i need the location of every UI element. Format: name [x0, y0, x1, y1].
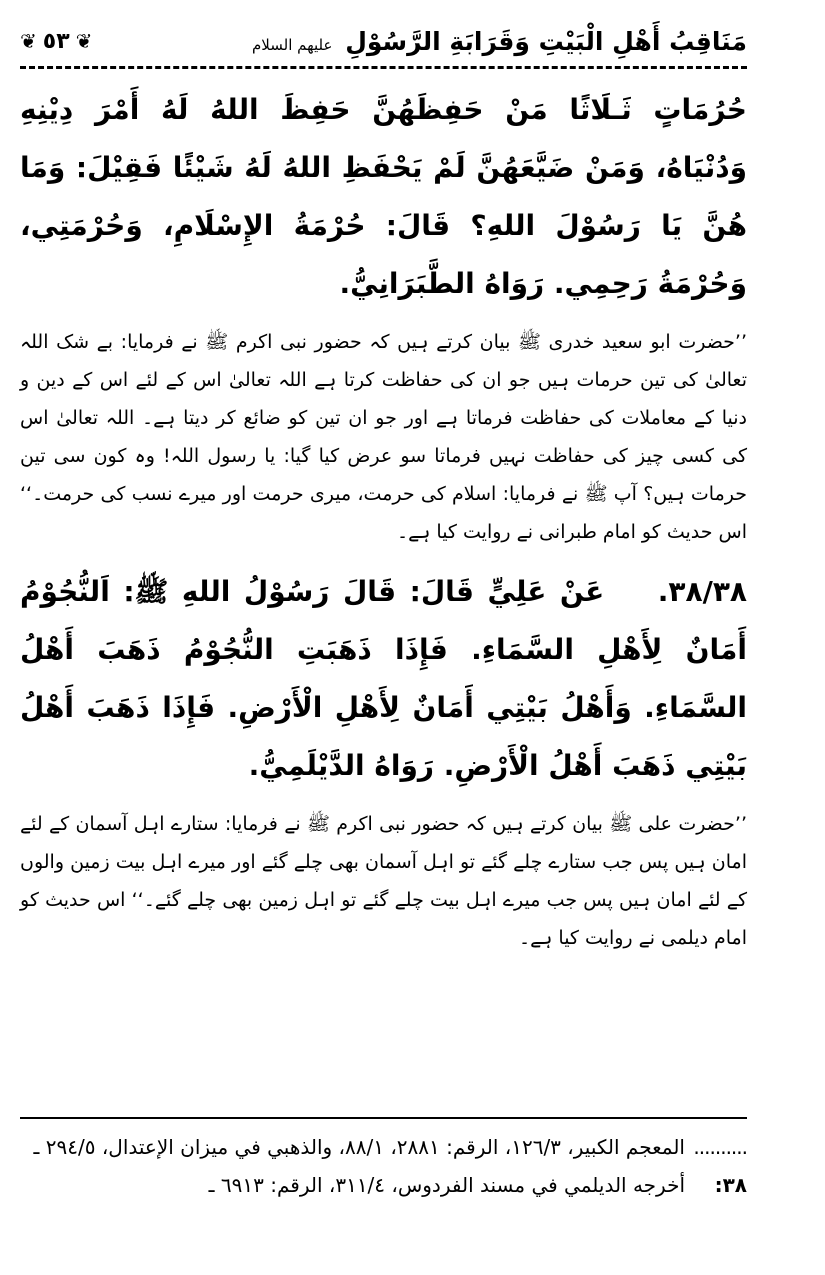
footnote-text: المعجم الكبير، ١٢٦/٣، الرقم: ٢٨٨١، ٨٨/١، والذهبي في ميزان الإعتدال، ٢٩٤/٥ ـ [33, 1135, 685, 1159]
book-title [252, 27, 747, 56]
footnote-text: أخرجه الديلمي في مسند الفردوس، ٣١١/٤، الرقم: ٦٩١٣ ـ [208, 1173, 685, 1197]
hadith-38-number: ٣٨/٣٨. [657, 575, 747, 608]
page-number: ٥٣ [42, 28, 70, 54]
footnote-marker: .......... [693, 1135, 747, 1159]
hadith-37-arabic: حُرُمَاتٍ ثَـلَاثًا مَنْ حَفِظَهُنَّ حَفِظَ اللهُ لَهُ أَمْرَ دِيْنِهِ وَدُنْيَاهُ، وَمَنْ ضَيَّعَهُنَّ لَمْ يَحْفَظِ اللهُ لَهُ شَيْئًا فَقِيْلَ: وَمَا هُنَّ يَا رَسُوْلَ اللهِ؟ قَالَ: حُرْمَةُ الإِسْلَامِ، وَحُرْمَتِي، وَحُرْمَةُ رَحِمِي. رَوَاهُ الطَّبَرَانِيُّ. [20, 93, 747, 300]
page-number-block [20, 29, 92, 54]
ornament-right-icon: ❦ [75, 29, 93, 53]
book-title-suffix: عليهم السلام [252, 35, 333, 54]
footnote-item [20, 1166, 747, 1204]
footnotes [20, 1128, 747, 1204]
page-header [20, 18, 747, 64]
footnote-divider [20, 1117, 747, 1119]
header-divider [20, 66, 747, 69]
footnote-item [20, 1128, 747, 1166]
ornament-left-icon: ❦ [20, 29, 37, 53]
book-title-text: مَنَاقِبُ أَهْلِ الْبَيْتِ وَقَرَابَةِ الرَّسُوْلِ [345, 26, 747, 56]
footnote-marker: ٣٨: [714, 1173, 747, 1197]
hadith-38-arabic: عَنْ عَلِيٍّ قَالَ: قَالَ رَسُوْلُ اللهِ ﷺ: اَلنُّجُوْمُ أَمَانٌ لِأَهْلِ السَّمَاءِ. فَإِذَا ذَهَبَتِ النُّجُوْمُ ذَهَبَ أَهْلُ السَّمَاءِ. وَأَهْلُ بَيْتِي أَمَانٌ لِأَهْلِ الْأَرْضِ. فَإِذَا ذَهَبَ أَهْلُ بَيْتِي ذَهَبَ أَهْلُ الْأَرْضِ. رَوَاهُ الدَّيْلَمِيُّ. [20, 575, 747, 782]
hadith-37-urdu: ’’حضرت ابو سعید خدری ﷺ بیان کرتے ہیں کہ حضور نبی اکرم ﷺ نے فرمایا: بے شک اللہ تعالیٰ کی تین حرمات ہیں جو ان کی حفاظت کرتا ہے اللہ تعالیٰ اس کے لئے اس کے دین و دنیا کے معاملات کی حفاظت فرماتا ہے اور جو ان تین کو ضائع کر دیتا ہے۔ اللہ تعالیٰ اس کی کسی چیز کی حفاظت نہیں فرماتا سو عرض کیا گیا: یا رسول اللہ! وہ کون سی تین حرمات ہیں؟ آپ ﷺ نے فرمایا: اسلام کی حرمت، میری حرمت اور میرے نسب کی حرمت۔‘‘ اس حدیث کو امام طبرانی نے روایت کیا ہے۔ [20, 331, 747, 543]
hadith-38-urdu: ’’حضرت علی ﷺ بیان کرتے ہیں کہ حضور نبی اکرم ﷺ نے فرمایا: ستارے اہل آسمان کے لئے امان ہیں پس جب ستارے چلے گئے تو اہل آسمان بھی چلے گئے اور میرے اہل بیت زمین والوں کے لئے امان ہیں پس جب میرے اہل بیت چلے گئے تو اہل زمین بھی چلے گئے۔‘‘ اس حدیث کو امام دیلمی نے روایت کیا ہے۔ [20, 813, 747, 949]
hadith-38-arabic-block [20, 563, 747, 795]
